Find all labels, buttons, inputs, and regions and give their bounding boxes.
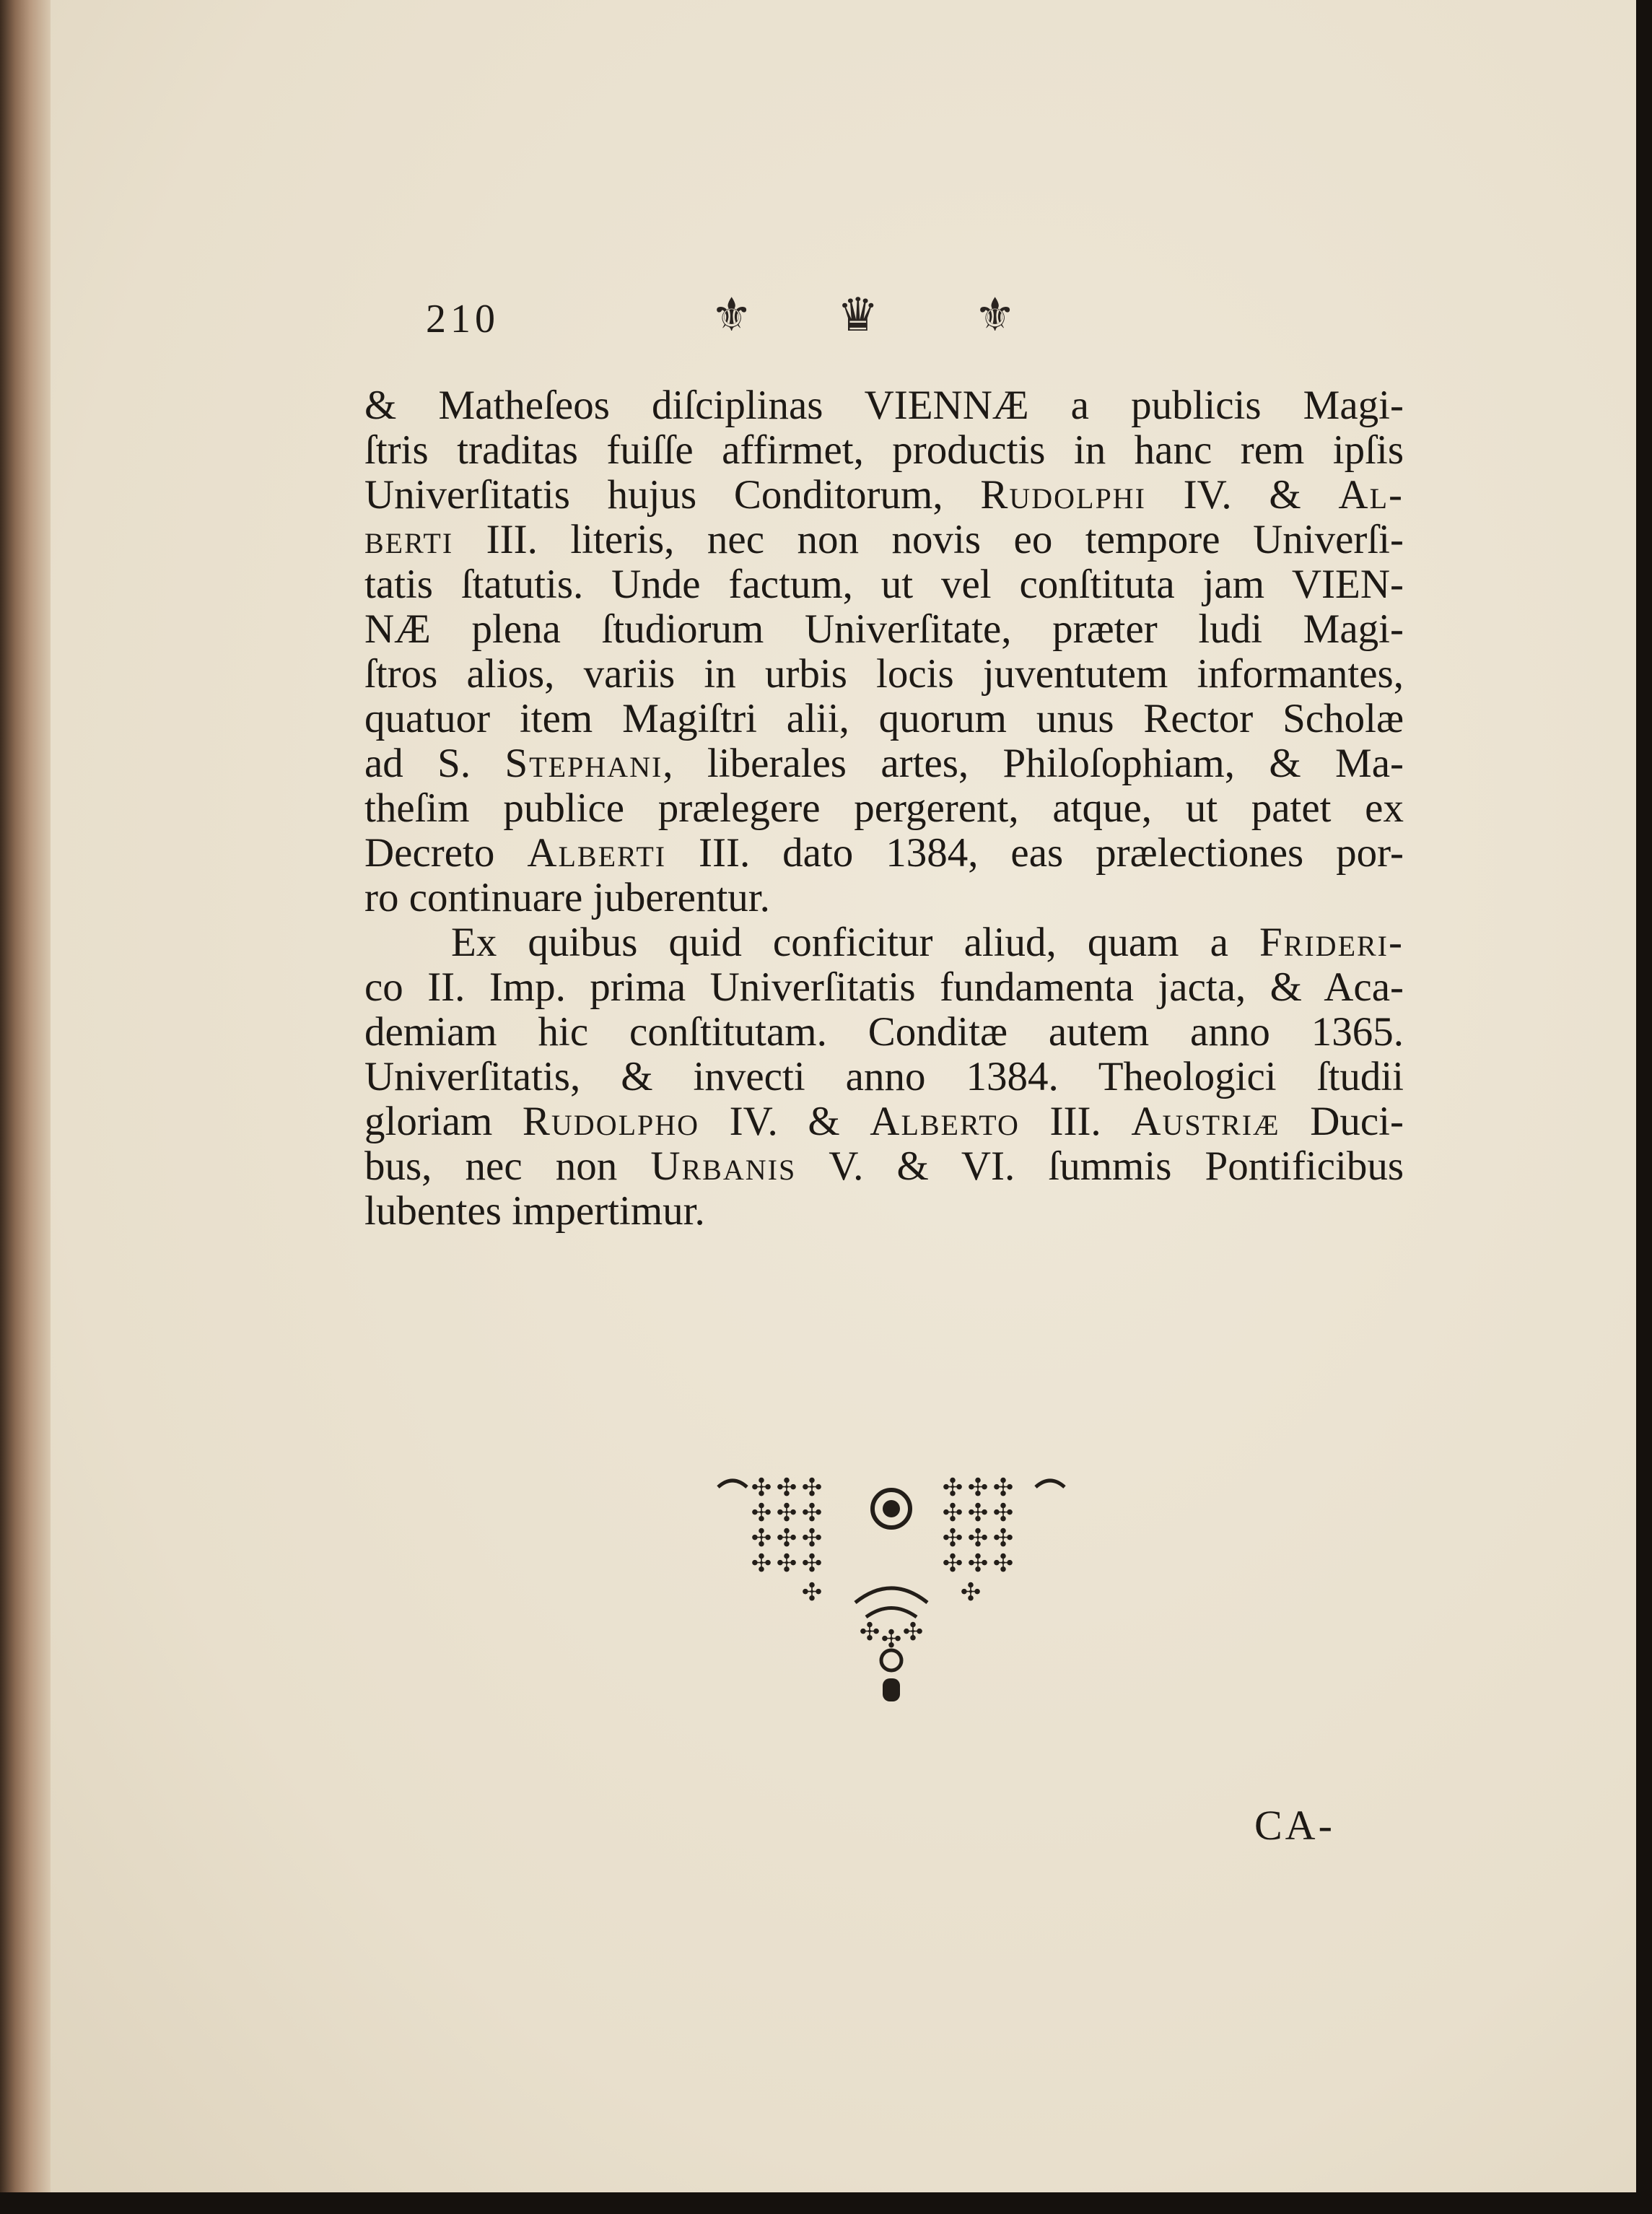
text-segment: demiam hic conſtitutam. Conditæ autem anno 1365. xyxy=(364,1009,1404,1055)
small-caps-name: Urbanis xyxy=(650,1143,797,1189)
text-segment: Duci- xyxy=(1280,1099,1404,1144)
star-ornament-icon: ✣ xyxy=(967,1551,989,1577)
text-segment: IV. & xyxy=(699,1099,870,1144)
text-segment: & Matheſeos diſciplinas VIENNÆ a publicis Magi- xyxy=(364,383,1404,428)
text-line xyxy=(364,830,1404,876)
star-ornament-icon: ✣ xyxy=(992,1525,1014,1552)
text-line xyxy=(364,1188,1404,1234)
small-caps-name: Rudolpho xyxy=(522,1099,700,1144)
star-ornament-icon: ✣ xyxy=(801,1579,823,1606)
text-segment: gloriam xyxy=(364,1099,523,1144)
text-segment: bus, nec non xyxy=(364,1143,651,1189)
text-line xyxy=(364,1143,1404,1190)
text-segment: Univerſitatis, & invecti anno 1384. Theologici ſtudii xyxy=(364,1054,1404,1099)
star-ornament-icon: ✣ xyxy=(801,1475,823,1502)
star-ornament-icon: ✣ xyxy=(960,1579,982,1606)
text-line xyxy=(364,606,1404,653)
star-ornament-icon: ✣ xyxy=(967,1500,989,1527)
text-segment: lubentes impertimur. xyxy=(364,1188,705,1234)
star-ornament-icon: ✣ xyxy=(967,1475,989,1502)
star-ornament-icon: ✣ xyxy=(776,1500,797,1527)
star-ornament-icon: ✣ xyxy=(801,1525,823,1552)
catchword: CA- xyxy=(1254,1802,1335,1849)
small-caps-name: Austriæ xyxy=(1131,1099,1280,1144)
star-ornament-icon: ✣ xyxy=(751,1475,772,1502)
text-segment: III. dato 1384, eas prælectiones por- xyxy=(666,830,1404,876)
fleuron-icon: ⚜ xyxy=(711,289,753,342)
fleuron-icon: ⚜ xyxy=(974,289,1016,342)
star-ornament-icon: ✣ xyxy=(942,1500,963,1527)
page-number: 210 xyxy=(426,297,499,341)
text-segment: Decreto xyxy=(364,830,528,876)
star-ornament-icon: ✣ xyxy=(942,1475,963,1502)
text-segment: tatis ſtatutis. Unde factum, ut vel conſtituta jam VIEN- xyxy=(364,562,1404,607)
text-segment: ro continuare juberentur. xyxy=(364,875,770,920)
text-line xyxy=(364,472,1404,518)
star-ornament-icon: ✣ xyxy=(942,1551,963,1577)
star-ornament-icon: ✣ xyxy=(992,1551,1014,1577)
star-ornament-icon: ✣ xyxy=(967,1525,989,1552)
star-ornament-icon: ✣ xyxy=(751,1500,772,1527)
small-caps-name: Alberti xyxy=(527,830,667,876)
text-line xyxy=(364,785,1404,832)
star-ornament-icon: ✣ xyxy=(942,1525,963,1552)
text-segment: theſim publice prælegere pergerent, atque, ut patet ex xyxy=(364,785,1404,831)
text-segment: IV. & xyxy=(1145,472,1339,518)
scan-border-bottom xyxy=(0,2192,1652,2214)
small-caps-name: Al- xyxy=(1338,472,1404,518)
text-segment: ad S. xyxy=(364,741,505,786)
small-caps-name: berti xyxy=(364,517,454,562)
text-line xyxy=(364,920,1404,966)
running-head xyxy=(426,289,1075,347)
text-line xyxy=(364,427,1404,474)
star-ornament-icon: ✣ xyxy=(776,1475,797,1502)
text-line xyxy=(364,1054,1404,1100)
star-ornament-icon: ✣ xyxy=(776,1551,797,1577)
text-segment: Univerſitatis hujus Conditorum, xyxy=(364,472,981,518)
crown-icon: ♛ xyxy=(837,289,879,342)
text-line xyxy=(364,696,1404,742)
text-line xyxy=(364,383,1404,429)
scan-border-right xyxy=(1636,0,1652,2214)
text-segment: ſtris traditas fuiſſe affirmet, productis in hanc rem ipſis xyxy=(364,427,1404,473)
text-segment: co II. Imp. prima Univerſitatis fundamenta jacta, & Aca- xyxy=(364,964,1404,1010)
text-segment: , liberales artes, Philoſophiam, & Ma- xyxy=(663,741,1404,786)
text-line xyxy=(364,562,1404,608)
text-segment: ſtros alios, variis in urbis locis juventutem informantes, xyxy=(364,651,1404,697)
text-line xyxy=(364,651,1404,697)
book-edge-left xyxy=(0,0,51,2214)
text-segment: III. literis, nec non novis eo tempore Univerſi- xyxy=(453,517,1404,562)
star-ornament-icon: ✣ xyxy=(902,1619,924,1646)
text-line xyxy=(364,964,1404,1011)
text-line xyxy=(364,517,1404,563)
text-line xyxy=(364,741,1404,787)
text-segment: V. & VI. ſummis Pontificibus xyxy=(796,1143,1404,1189)
star-ornament-icon: ✣ xyxy=(751,1525,772,1552)
star-ornament-icon: ✣ xyxy=(859,1619,880,1646)
star-ornament-icon: ✣ xyxy=(992,1475,1014,1502)
small-caps-name: Alberto xyxy=(870,1099,1020,1144)
small-caps-name: Rudolphi xyxy=(980,472,1146,518)
star-ornament-icon: ✣ xyxy=(992,1500,1014,1527)
star-ornament-icon: ✣ xyxy=(801,1551,823,1577)
text-line xyxy=(364,1099,1404,1145)
star-ornament-icon: ✣ xyxy=(880,1626,902,1653)
text-segment: III. xyxy=(1019,1099,1132,1144)
star-ornament-icon: ✣ xyxy=(751,1551,772,1577)
text-line xyxy=(364,1009,1404,1055)
text-segment: Ex quibus quid conficitur aliud, quam a xyxy=(451,920,1259,965)
star-ornament-icon: ✣ xyxy=(776,1525,797,1552)
text-segment: quatuor item Magiſtri alii, quorum unus Rector Scholæ xyxy=(364,696,1404,741)
small-caps-name: Stephani xyxy=(504,741,663,786)
star-ornament-icon: ✣ xyxy=(801,1500,823,1527)
text-segment: NÆ plena ſtudiorum Univerſitate, præter ludi Magi- xyxy=(364,606,1404,652)
small-caps-name: Frideri- xyxy=(1259,920,1404,965)
text-line xyxy=(364,875,1404,921)
tailpiece-ornament-icon xyxy=(711,1473,1072,1704)
